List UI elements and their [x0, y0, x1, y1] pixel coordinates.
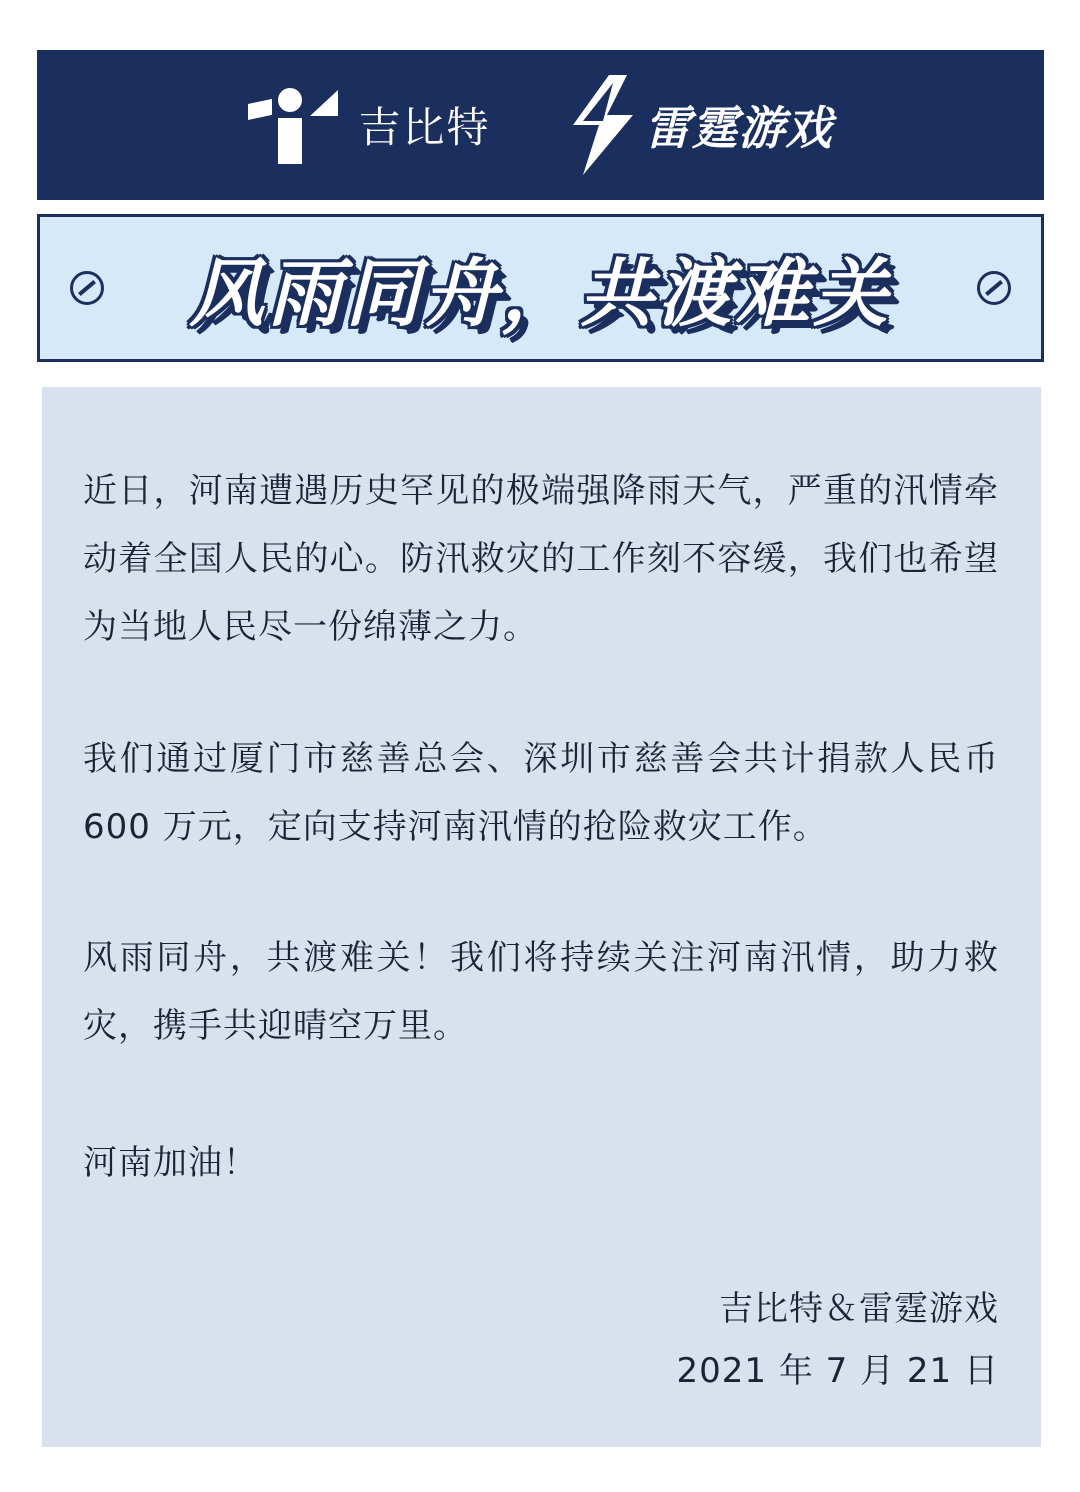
lt-logo-text: 雷霆游戏 [644, 101, 833, 155]
jbt-logo [248, 84, 490, 166]
lt-logo [569, 75, 833, 175]
paragraph-intro: 近日，河南遭遇历史罕见的极端强降雨天气，严重的汛情牵动着全国人民的心。防汛救灾的工作刻不容缓，我们也希望为当地人民尽一份绵薄之力。 [83, 471, 999, 647]
lightning-bolt-icon [569, 75, 637, 175]
jbt-logo-text: 吉比特 [358, 103, 491, 152]
signature: 吉比特＆雷霆游戏 [719, 1289, 999, 1329]
page-title: 风雨同舟，共渡难关 [189, 251, 892, 337]
paragraph-solidarity: 风雨同舟，共渡难关！我们将持续关注河南汛情，助力救灾，携手共迎晴空万里。 [83, 938, 999, 1046]
screw-icon [70, 271, 104, 305]
jbt-logo-icon [248, 84, 340, 166]
paragraph-cheer: 河南加油！ [83, 1143, 258, 1183]
date: 2021 年 7 月 21 日 [676, 1351, 999, 1391]
title-band [37, 214, 1044, 362]
paragraph-donation: 我们通过厦门市慈善总会、深圳市慈善会共计捐款人民币 600 万元，定向支持河南汛情的抢险救灾工作。 [83, 739, 999, 847]
letter-body [42, 387, 1041, 1447]
logo-banner [37, 50, 1044, 200]
screw-icon [977, 271, 1011, 305]
